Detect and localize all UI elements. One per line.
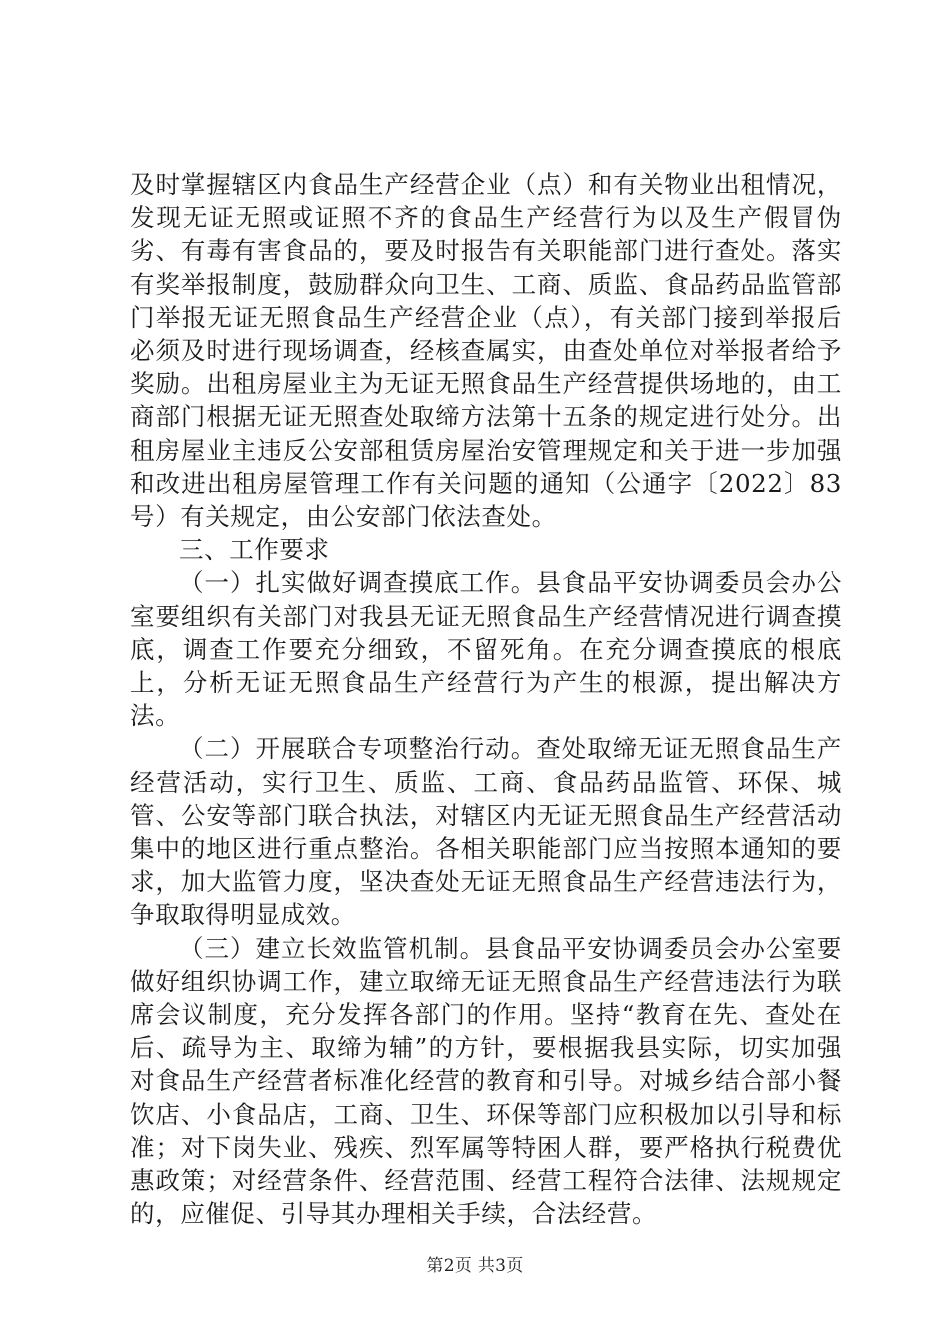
section-heading-work-requirements: 三、工作要求: [179, 535, 330, 565]
document-body: [130, 168, 842, 1231]
page-number-footer: 第2页 共3页: [426, 1256, 524, 1276]
paragraph-item-3: （三）建立长效监管机制。县食品平安协调委员会办公室要做好组织协调工作，建立取缔无证无照食品生产经营违法行为联席会议制度，充分发挥各部门的作用。坚持“教育在先、查处在后、疏导为主、取缔为辅”的方针，要根据我县实际，切实加强对食品生产经营者标准化经营的教育和引导。对城乡结合部小餐饮店、小食品店，工商、卫生、环保等部门应积极加以引导和标准；对下岗失业、残疾、烈军属等特困人群，要严格执行税费优惠政策；对经营条件、经营范围、经营工程符合法律、法规规定的，应催促、引导其办理相关手续，合法经营。: [130, 933, 842, 1229]
paragraph-item-2: （二）开展联合专项整治行动。查处取缔无证无照食品生产经营活动，实行卫生、质监、工商、食品药品监管、环保、城管、公安等部门联合执法，对辖区内无证无照食品生产经营活动集中的地区进行重点整治。各相关职能部门应当按照本通知的要求，加大监管力度，坚决查处无证无照食品生产经营违法行为，争取取得明显成效。: [130, 734, 842, 930]
paragraph-item-1: （一）扎实做好调查摸底工作。县食品平安协调委员会办公室要组织有关部门对我县无证无照食品生产经营情况进行调查摸底，调查工作要充分细致，不留死角。在充分调查摸底的根底上，分析无证无照食品生产经营行为产生的根源，提出解决方法。: [130, 568, 842, 731]
paragraph-continuation: 及时掌握辖区内食品生产经营企业（点）和有关物业出租情况，发现无证无照或证照不齐的食品生产经营行为以及生产假冒伪劣、有毒有害食品的，要及时报告有关职能部门进行查处。落实有奖举报制度，鼓励群众向卫生、工商、质监、食品药品监管部门举报无证无照食品生产经营企业（点），有关部门接到举报后必须及时进行现场调查，经核查属实，由查处单位对举报者给予奖励。出租房屋业主为无证无照食品生产经营提供场地的，由工商部门根据无证无照查处取缔方法第十五条的规定进行处分。出租房屋业主违反公安部租赁房屋治安管理规定和关于进一步加强和改进出租房屋管理工作有关问题的通知（公通字〔2022〕83号）有关规定，由公安部门依法查处。: [130, 170, 842, 532]
